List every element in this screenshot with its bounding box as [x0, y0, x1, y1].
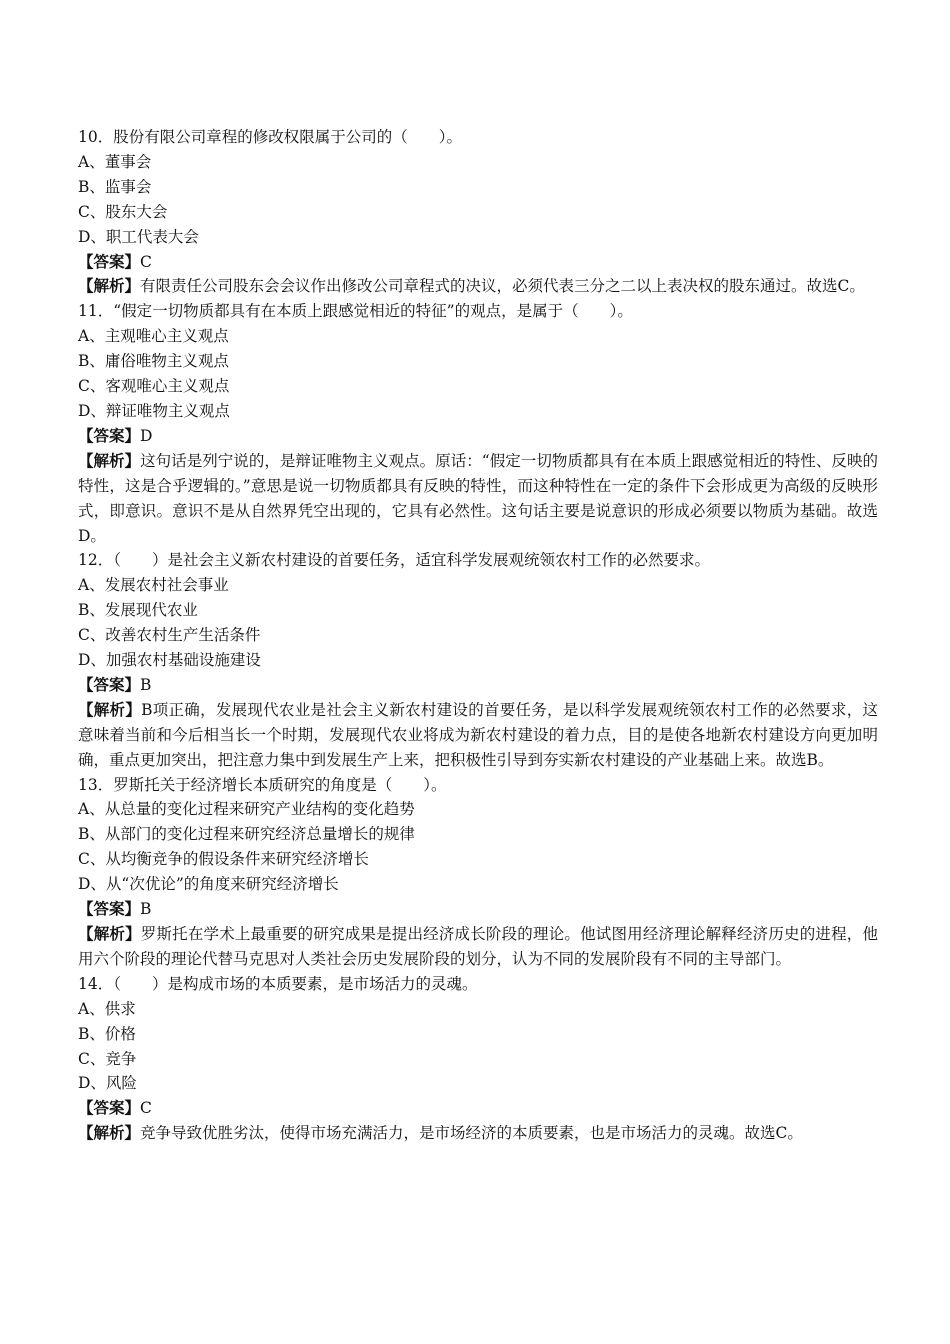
analysis-tag: 【解析】 [78, 924, 141, 943]
analysis-text: 这句话是列宁说的，是辩证唯物主义观点。原话：“假定一切物质都具有在本质上跟感觉相近的特性、反映的特性，这是合乎逻辑的。”意思是说一切物质都具有反映的特性，而这种特性在一定的条件下会形成更为高级的反映形式，即意识。意识不是从自然界凭空出现的，它具有必然性。这句话主要是说意识的形成必须要以物质为基础。故选D。 [78, 451, 878, 545]
analysis-paragraph [78, 274, 878, 299]
option-d: D、从“次优论”的角度来研究经济增长 [78, 875, 339, 894]
answer-line [78, 897, 878, 922]
question-stem: 13．罗斯托关于经济增长本质研究的角度是（ ）。 [78, 775, 447, 794]
answer-tag: 【答案】 [78, 1098, 141, 1118]
option-d: D、风险 [78, 1074, 137, 1093]
answer-line [78, 1096, 878, 1121]
option-a: A、从总量的变化过程来研究产业结构的变化趋势 [78, 800, 415, 819]
option-c: C、从均衡竞争的假设条件来研究经济增长 [78, 850, 369, 869]
option-a: A、供求 [78, 999, 136, 1018]
option-a: A、发展农村社会事业 [78, 576, 229, 595]
option-c: C、客观唯心主义观点 [78, 377, 230, 396]
analysis-tag: 【解析】 [78, 699, 142, 719]
option-d: D、职工代表大会 [78, 227, 199, 246]
option-c: C、股东大会 [78, 202, 168, 221]
document-page [78, 125, 878, 1146]
analysis-text: 竞争导致优胜劣汰，使得市场充满活力，是市场经济的本质要素，也是市场活力的灵魂。故选C。 [140, 1124, 803, 1143]
question-block [78, 548, 878, 772]
answer-value: D [140, 426, 153, 445]
answer-tag: 【答案】 [78, 899, 141, 919]
option-d: D、加强农村基础设施建设 [78, 651, 261, 670]
option-b: B、发展现代农业 [78, 601, 198, 620]
analysis-paragraph [78, 698, 878, 773]
answer-line [78, 250, 878, 275]
option-c: C、改善农村生产生活条件 [78, 626, 261, 645]
answer-value: B [140, 900, 152, 919]
answer-tag: 【答案】 [78, 251, 141, 271]
analysis-text: 罗斯托在学术上最重要的研究成果是提出经济成长阶段的理论。他试图用经济理论解释经济历史的进程，他用六个阶段的理论代替马克思对人类社会历史发展阶段的划分，认为不同的发展阶段有不同的主导部门。 [78, 925, 878, 968]
option-a: A、主观唯心主义观点 [78, 327, 229, 346]
question-block [78, 299, 878, 548]
answer-value: C [140, 252, 152, 271]
analysis-text: 有限责任公司股东会会议作出修改公司章程式的决议，必须代表三分之二以上表决权的股东通过。故选C。 [140, 277, 865, 296]
question-stem: 11．“假定一切物质都具有在本质上跟感觉相近的特征”的观点，是属于（ ）。 [78, 302, 633, 321]
question-block [78, 972, 878, 1146]
answer-tag: 【答案】 [78, 425, 141, 445]
analysis-tag: 【解析】 [78, 276, 141, 296]
option-d: D、辩证唯物主义观点 [78, 401, 230, 420]
analysis-tag: 【解析】 [78, 450, 141, 470]
option-b: B、价格 [78, 1024, 136, 1043]
analysis-text: B项正确，发展现代农业是社会主义新农村建设的首要任务，是以科学发展观统领农村工作的必然要求，这意味着当前和今后相当长一个时期，发展现代农业将成为新农村建设的着力点，目的是使各地新农村建设方向更加明确，重点更加突出，把注意力集中到发展生产上来，把积极性引导到夯实新农村建设的产业基础上来。故选B。 [78, 700, 878, 769]
answer-line [78, 424, 878, 449]
analysis-paragraph [78, 922, 878, 972]
question-stem: 12．（ ）是社会主义新农村建设的首要任务，适宜科学发展观统领农村工作的必然要求。 [78, 551, 710, 570]
question-block [78, 125, 878, 299]
option-a: A、董事会 [78, 152, 152, 171]
answer-line [78, 673, 878, 698]
analysis-tag: 【解析】 [78, 1123, 141, 1143]
option-b: B、庸俗唯物主义观点 [78, 352, 229, 371]
answer-tag: 【答案】 [78, 674, 141, 694]
answer-value: B [140, 675, 152, 694]
option-b: B、监事会 [78, 177, 152, 196]
question-stem: 10．股份有限公司章程的修改权限属于公司的（ ）。 [78, 128, 462, 146]
question-stem: 14．（ ）是构成市场的本质要素，是市场活力的灵魂。 [78, 974, 478, 993]
answer-value: C [140, 1099, 152, 1118]
analysis-paragraph [78, 1121, 878, 1146]
option-c: C、竞争 [78, 1049, 137, 1068]
question-block [78, 773, 878, 972]
option-b: B、从部门的变化过程来研究经济总量增长的规律 [78, 825, 415, 844]
analysis-paragraph [78, 449, 878, 549]
